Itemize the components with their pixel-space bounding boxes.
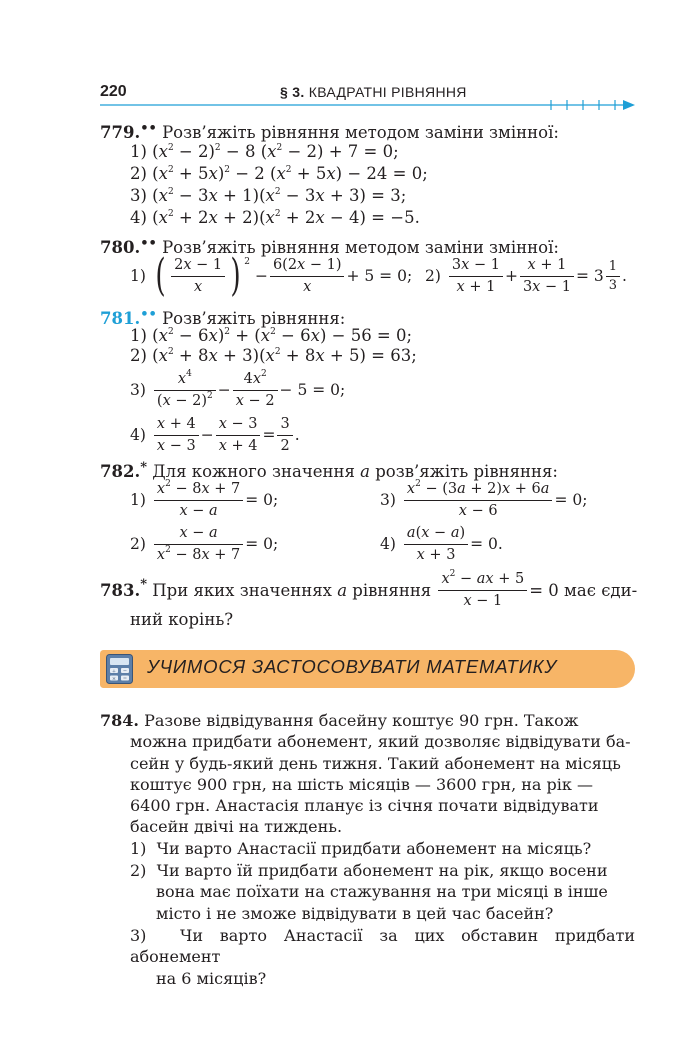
svg-text:=: = bbox=[122, 675, 128, 682]
question-label: 1) bbox=[130, 839, 147, 858]
difficulty-mark: •• bbox=[140, 236, 157, 251]
equation-782-3: 3) $\frac{x^2 - (3a + 2)x + 6a}{x - 6}$ = 0; bbox=[380, 478, 588, 519]
svg-text:+: + bbox=[111, 668, 117, 675]
equation-781-4: 4) $\frac{x + 4}{x - 3}$ − $\frac{x - 3}{x + 4}$ = $\frac{3}{2}$ . bbox=[130, 415, 300, 454]
item-label: 2) bbox=[130, 346, 147, 365]
equation-782-2: 2) $\frac{x - a}{x^2 - 8x + 7}$ = 0; bbox=[130, 524, 279, 563]
equation-781-1: 1) $(x^2 - 6x)^2 + (x^2 - 6x) - 56 = 0$; bbox=[130, 326, 413, 345]
problem-779-header bbox=[100, 119, 559, 143]
parameter-a: a bbox=[360, 462, 370, 481]
item-label: 4) bbox=[380, 535, 396, 553]
banner-title: УЧИМОСЯ ЗАСТОСОВУВАТИ МАТЕМАТИКУ bbox=[147, 656, 557, 677]
body-line: коштує 900 грн, на шість місяців — 3600 грн, на рік — bbox=[130, 774, 593, 794]
body-line: 6400 грн. Анастасія планує із січня почати відвідувати bbox=[130, 796, 599, 816]
section-mark: § 3. bbox=[280, 84, 305, 100]
item-label: 3) bbox=[380, 491, 396, 509]
instruction-post: розв’яжіть рівняння: bbox=[375, 462, 558, 481]
problem-number: 779. bbox=[100, 123, 141, 142]
section-title-text: КВАДРАТНІ РІВНЯННЯ bbox=[308, 84, 467, 100]
item-label: 4) bbox=[130, 208, 147, 227]
item-label: 1) bbox=[130, 142, 147, 161]
problem-783: 783. * При яких значеннях a рівняння $\frac{x^2 - ax + 5}{x - 1}$ = 0 має єди- bbox=[100, 568, 638, 609]
item-label: 1) bbox=[130, 491, 146, 509]
item-label: 1) bbox=[130, 267, 146, 285]
question-2 bbox=[130, 860, 635, 924]
body-line: басейн двічі на тиждень. bbox=[130, 817, 343, 837]
item-label: 4) bbox=[130, 426, 146, 444]
problem-instruction: Розв’яжіть рівняння: bbox=[162, 309, 346, 328]
equation-779-4: 4) $(x^2 + 2x + 2)(x^2 + 2x - 4) = -5$. bbox=[130, 208, 420, 227]
instruction-pre: Для кожного значення bbox=[152, 462, 355, 481]
question-label: 3) bbox=[130, 926, 147, 945]
item-label: 2) bbox=[130, 164, 147, 183]
equation-779-3: 3) $(x^2 - 3x + 1)(x^2 - 3x + 3) = 3$; bbox=[130, 186, 407, 205]
equation-782-1: 1) $\frac{x^2 - 8x + 7}{x - a}$ = 0; bbox=[130, 478, 279, 519]
question-line: місто і не зможе відвідувати в цей час басейн? bbox=[156, 903, 554, 923]
equation-782-4: 4) $\frac{a(x - a)}{x + 3}$ = 0. bbox=[380, 524, 503, 563]
equation-780-2: 2) $\frac{3x - 1}{x + 1}$ + $\frac{x + 1}{3x - 1}$ = 3 $\frac{1}{3}$ . bbox=[425, 256, 627, 295]
question-label: 2) bbox=[130, 861, 147, 880]
difficulty-mark: •• bbox=[140, 307, 157, 322]
difficulty-mark: * bbox=[140, 576, 147, 592]
equation-780-1: 1) ( $\frac{2x - 1}{x}$ ) $^2$ − $\frac{6(2x - 1)}{x}$ + 5 = 0; bbox=[130, 250, 413, 301]
item-label: 3) bbox=[130, 186, 147, 205]
problem-number: 783. bbox=[100, 580, 141, 600]
question-line: Чи варто Анастасії за цих обставин придбати абонемент bbox=[130, 926, 635, 967]
question-3 bbox=[130, 925, 635, 989]
svg-text:−: − bbox=[122, 668, 128, 675]
problem-783-line2: ний корінь? bbox=[130, 610, 234, 629]
equation-779-2: 2) $(x^2 + 5x)^2 - 2$ $(x^2 + 5x) - 24 = 0$; bbox=[130, 164, 428, 183]
item-label: 2) bbox=[130, 535, 146, 553]
body-line: можна придбати абонемент, який дозволяє відвідувати ба- bbox=[130, 732, 631, 752]
difficulty-mark: •• bbox=[140, 121, 157, 136]
problem-784-body bbox=[100, 710, 635, 838]
item-label: 2) bbox=[425, 267, 441, 285]
question-line: на 6 місяців? bbox=[156, 968, 267, 988]
section-title bbox=[280, 84, 467, 100]
equation-779-1: 1) $(x^2 - 2)^2 - 8$ $(x^2 - 2) + 7 = 0$; bbox=[130, 142, 399, 161]
page-number: 220 bbox=[100, 83, 127, 100]
problem-number: 781. bbox=[100, 309, 141, 328]
text-mid: рівняння bbox=[352, 580, 432, 600]
equation-781-2: 2) $(x^2 + 8x + 3)(x^2 + 8x + 5) = 63$; bbox=[130, 346, 417, 365]
item-label: 1) bbox=[130, 326, 147, 345]
svg-text:×: × bbox=[111, 675, 117, 682]
parameter-a: a bbox=[337, 580, 348, 600]
problem-number: 782. bbox=[100, 462, 141, 481]
problem-instruction: Розв’яжіть рівняння методом заміни змінної: bbox=[162, 238, 559, 257]
body-line: сейн у будь-який день тижня. Такий абонемент на місяць bbox=[130, 753, 621, 773]
question-line: Чи варто їй придбати абонемент на рік, якщо восени bbox=[156, 861, 608, 880]
question-1 bbox=[130, 838, 635, 859]
text-post: має єди- bbox=[564, 580, 638, 600]
question-line: Чи варто Анастасії придбати абонемент на місяць? bbox=[156, 839, 592, 858]
problem-instruction: Розв’яжіть рівняння методом заміни змінної: bbox=[162, 123, 559, 142]
question-line: вона має поїхати на стажування на три місяці в інше bbox=[156, 882, 608, 902]
text-pre: При яких значеннях bbox=[152, 580, 332, 600]
body-line: Разове відвідування басейну коштує 90 грн. Також bbox=[144, 711, 579, 730]
item-label: 3) bbox=[130, 381, 146, 399]
problem-number: 780. bbox=[100, 238, 141, 257]
calculator-icon bbox=[106, 654, 133, 684]
equation-781-3: 3) $\frac{x^4}{(x - 2)^2}$ − $\frac{4x^2}{x - 2}$ − 5 = 0; bbox=[130, 368, 346, 409]
header-ruler bbox=[100, 99, 635, 113]
difficulty-mark: * bbox=[140, 460, 147, 475]
problem-number: 784. bbox=[100, 711, 139, 730]
